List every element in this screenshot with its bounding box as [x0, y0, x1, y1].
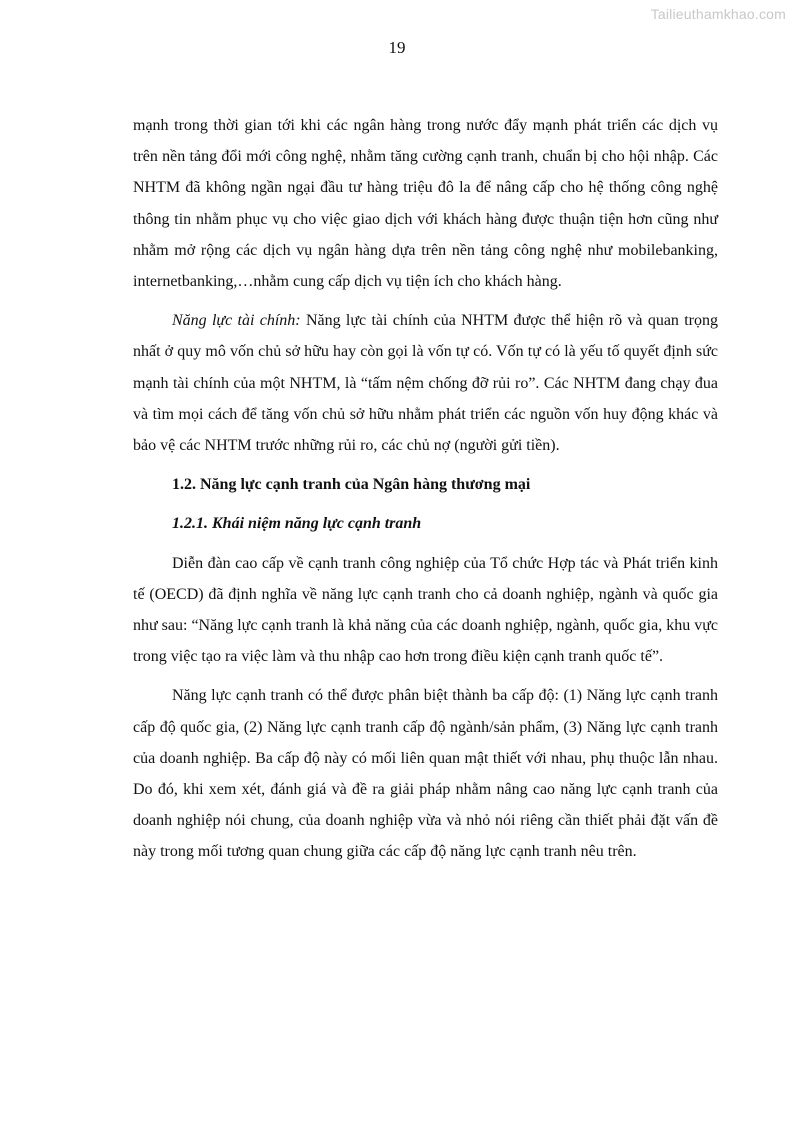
subsection-heading-1-2-1: 1.2.1. Khái niệm năng lực cạnh tranh [172, 515, 422, 533]
paragraph-competitiveness-levels: Năng lực cạnh tranh có thể được phân biệt thành ba cấp độ: (1) Năng lực cạnh tranh cấp độ quốc gia, (2) Năng lực cạnh tranh cấp độ ngành/sản phẩm, (3) Năng lực cạnh tranh của doanh nghiệp. Ba cấp độ này có mối liên quan mật thiết với nhau, phụ thuộc lẫn nhau. Do đó, khi xem xét, đánh giá và đề ra giải pháp nhằm nâng cao năng lực cạnh tranh của doanh nghiệp nói chung, của doanh nghiệp vừa và nhỏ nói riêng cần thiết phải đặt vấn đề này trong mối tương quan chung giữa các cấp độ năng lực cạnh tranh nêu trên. [133, 687, 718, 861]
paragraph-financial-capacity [133, 305, 718, 461]
document-body [133, 110, 718, 876]
paragraph-lead-term: Năng lực tài chính: [172, 312, 301, 330]
watermark: Tailieuthamkhao.com [650, 6, 786, 22]
paragraph-technology: mạnh trong thời gian tới khi các ngân hàng trong nước đẩy mạnh phát triển các dịch vụ trên nền tảng đổi mới công nghệ, nhằm tăng cường cạnh tranh, chuẩn bị cho hội nhập. Các NHTM đã không ngần ngại đầu tư hàng triệu đô la để nâng cấp cho hệ thống công nghệ thông tin nhằm phục vụ cho việc giao dịch với khách hàng được thuận tiện hơn cũng như nhằm mở rộng các dịch vụ ngân hàng dựa trên nền tảng công nghệ như mobilebanking, internetbanking,…nhằm cung cấp dịch vụ tiện ích cho khách hàng. [133, 117, 718, 291]
section-heading-1-2: 1.2. Năng lực cạnh tranh của Ngân hàng thương mại [172, 476, 531, 494]
paragraph-financial-capacity-body: Năng lực tài chính của NHTM được thể hiện rõ và quan trọng nhất ở quy mô vốn chủ sở hữu hay còn gọi là vốn tự có. Vốn tự có là yếu tố quyết định sức mạnh tài chính của một NHTM, là “tấm nệm chống đỡ rủi ro”. Các NHTM đang chạy đua và tìm mọi cách để tăng vốn chủ sở hữu nhằm phát triển các nguồn vốn huy động khác và bảo vệ các NHTM trước những rủi ro, các chủ nợ (người gửi tiền). [133, 312, 718, 455]
page-number: 19 [388, 38, 406, 57]
paragraph-oecd-definition: Diễn đàn cao cấp về cạnh tranh công nghiệp của Tổ chức Hợp tác và Phát triển kinh tế (OECD) đã định nghĩa về năng lực cạnh tranh cho cả doanh nghiệp, ngành và quốc gia như sau: “Năng lực cạnh tranh là khả năng của các doanh nghiệp, ngành, quốc gia, khu vực trong việc tạo ra việc làm và thu nhập cao hơn trong điều kiện cạnh tranh quốc tế”. [133, 554, 718, 666]
